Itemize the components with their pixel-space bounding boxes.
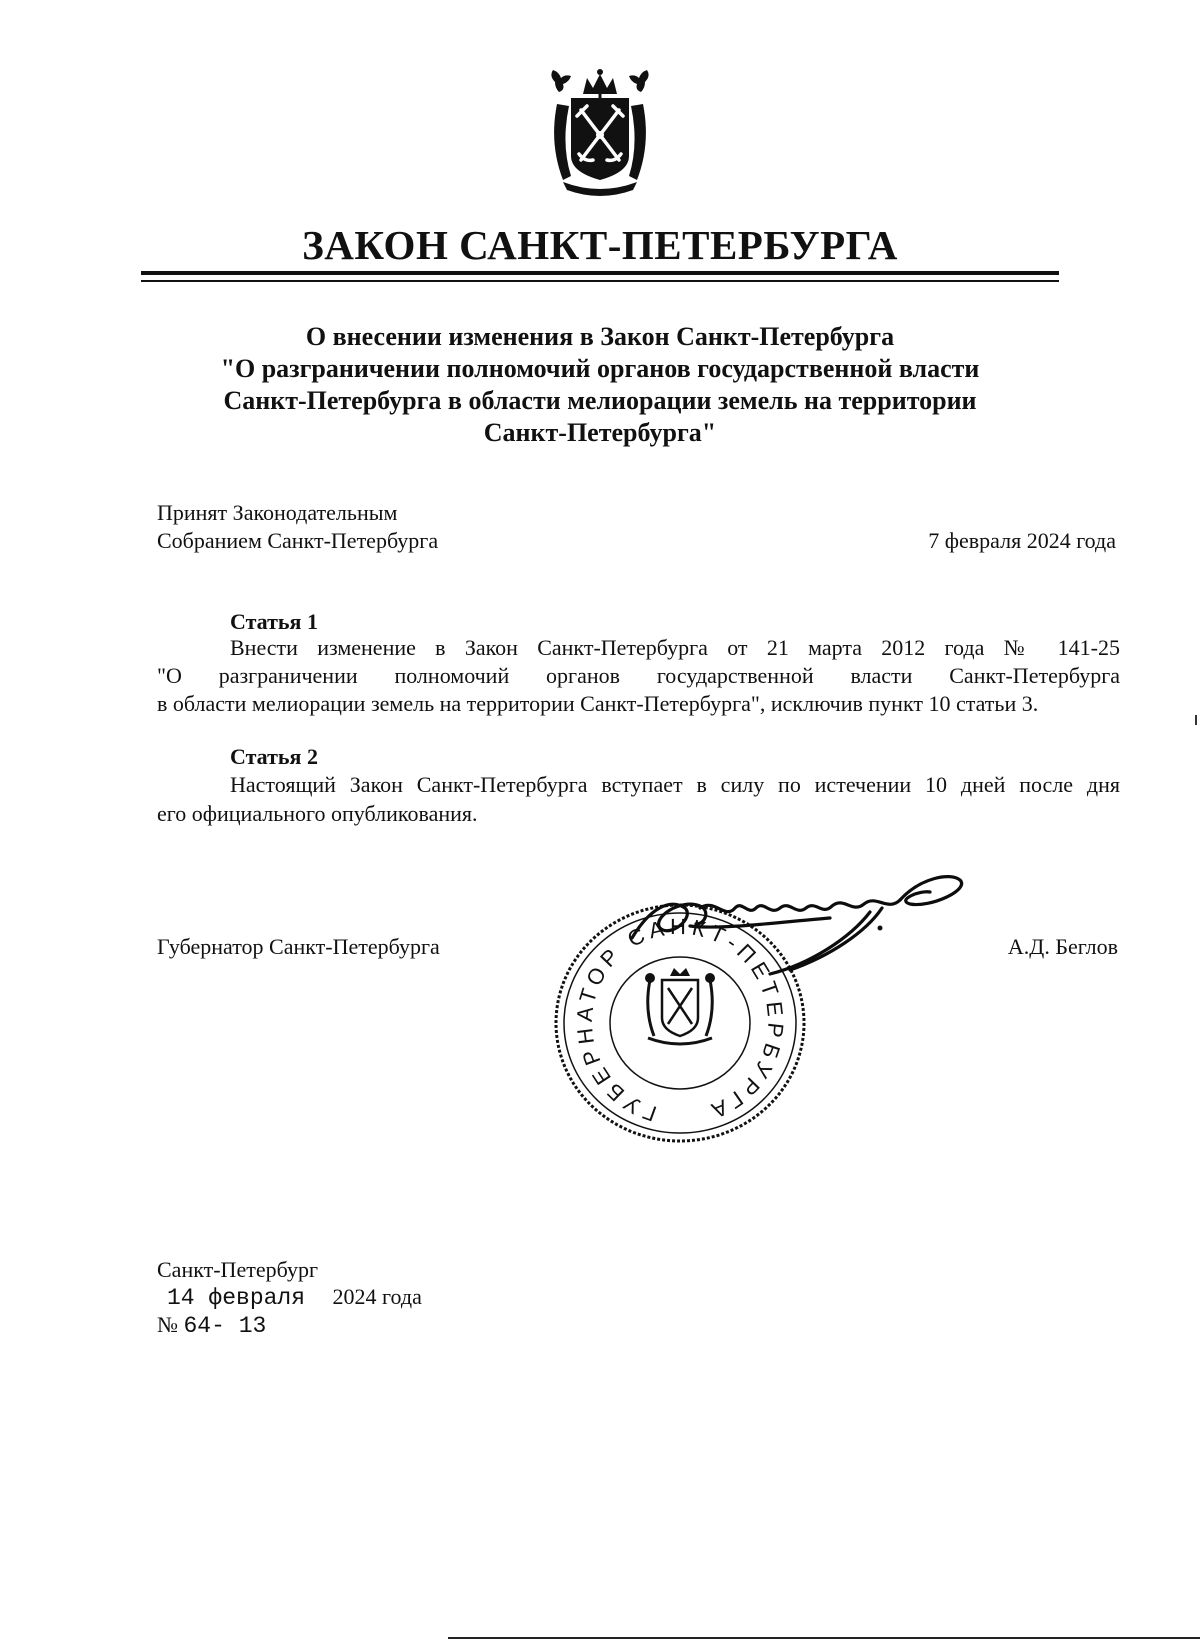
signatory-name: А.Д. Беглов [1007, 934, 1118, 959]
law-name-line: Санкт-Петербурга" [483, 418, 717, 447]
signing-place: Санкт-Петербург [157, 1257, 318, 1282]
seal-text: ГУБЕРНАТОР САНКТ-ПЕТЕРБУРГА [571, 913, 789, 1127]
law-number-prefix: № [157, 1312, 178, 1337]
article-1-text-line: "О разграничении полномочий органов государственной власти Санкт-Петербурга [157, 663, 1120, 688]
adoption-body-line: Собранием Санкт-Петербурга [157, 528, 439, 553]
signing-date [157, 1283, 422, 1312]
law-number [157, 1311, 266, 1340]
law-name-line: Санкт-Петербурга в области мелиорации земель на территории [223, 386, 977, 415]
scan-edge-mark [1195, 715, 1197, 725]
law-name-line: О внесении изменения в Закон Санкт-Петербурга [305, 322, 895, 351]
adoption-body-line: Принят Законодательным [157, 500, 398, 525]
handwritten-signature-icon [630, 868, 990, 978]
law-name-line: "О разграничении полномочий органов государственной власти [220, 354, 980, 383]
article-2-heading: Статья 2 [230, 744, 318, 769]
signatory-position: Губернатор Санкт-Петербурга [157, 934, 440, 959]
adoption-date: 7 февраля 2024 года [928, 528, 1116, 553]
article-1-heading: Статья 1 [230, 609, 318, 634]
title-divider-thick [141, 271, 1059, 275]
coat-of-arms-icon [533, 64, 667, 198]
law-number-typed: 64- 13 [183, 1313, 267, 1339]
law-name [150, 321, 1050, 449]
signing-date-year: 2024 года [332, 1284, 422, 1309]
page-bottom-edge [448, 1637, 1200, 1639]
document-title: ЗАКОН САНКТ-ПЕТЕРБУРГА [302, 222, 898, 268]
article-1-text-line: в области мелиорации земель на территории Санкт-Петербурга", исключив пункт 10 статьи 3. [157, 691, 1039, 716]
article-1-text-line: Внести изменение в Закон Санкт-Петербурга от 21 марта 2012 года № 141-25 [230, 635, 1120, 660]
signing-date-typed: 14 февраля [167, 1285, 306, 1311]
title-divider-thin [141, 280, 1059, 282]
article-2-text-line: Настоящий Закон Санкт-Петербурга вступает в силу по истечении 10 дней после дня [230, 772, 1120, 797]
article-2-text-line: его официального опубликования. [157, 801, 478, 826]
